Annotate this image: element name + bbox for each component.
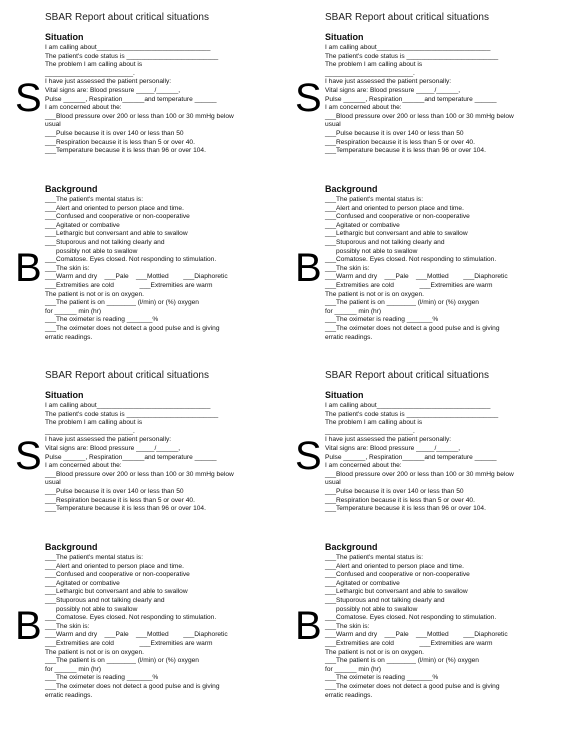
background-line: ___Warm and dry ___Pale ___Mottled ___Diaphoretic [45,273,228,281]
background-heading: Background [325,184,378,194]
background-line: The patient is not or is on oxygen. [45,290,144,298]
situation-line: Pulse ______, Respiration______and temperature ______ [325,453,497,461]
background-line: possibly not able to swallow [325,247,418,255]
background-line: ___The oximeter is reading _______% [325,316,439,324]
card-title: SBAR Report about critical situations [325,370,489,381]
sbar-card [295,370,564,720]
situation-line: ___Blood pressure over 200 or less than 100 or 30 mmHg below [325,470,514,478]
situation-line: I am concerned about the: [325,462,402,470]
background-line: ___Alert and oriented to person place and time. [45,562,184,570]
b-letter: B [15,604,42,648]
situation-line: ___Respiration because it is less than 5 or over 40. [45,496,195,504]
situation-line: The problem I am calling about is [45,61,143,69]
background-line: ___The skin is: [45,264,90,272]
situation-line: The problem I am calling about is [325,61,423,69]
background-line: ___The patient's mental status is: [325,554,424,561]
situation-line: I have just assessed the patient personally: [45,436,172,444]
background-line: ___The oximeter does not detect a good pulse and is giving [45,682,220,690]
background-line: ___The oximeter is reading _______% [45,316,159,324]
situation-line: I have just assessed the patient personally: [325,78,452,86]
background-line: ___Extremities are cold ___Extremities are warm [325,281,493,289]
situation-line: ___Temperature because it is less than 96 or over 104. [325,147,486,155]
background-lines [325,554,508,700]
background-line: ___The skin is: [325,622,370,630]
situation-line: ___Blood pressure over 200 or less than 100 or 30 mmHg below [325,112,514,120]
situation-line: Pulse ______, Respiration______and temperature ______ [45,95,217,103]
background-line: erratic readings. [325,691,373,699]
situation-line: ___Pulse because it is over 140 or less than 50 [45,129,184,137]
background-line: ___The patient's mental status is: [45,554,144,561]
situation-lines [45,402,234,514]
background-line: ___Confused and cooperative or non-cooperative [325,571,470,579]
situation-line: usual [45,121,61,129]
situation-line: Vital signs are: Blood pressure _____/______, [325,444,461,452]
background-line: ___Comatose. Eyes closed. Not responding to stimulation. [325,256,497,264]
background-lines [45,554,228,700]
background-line: ___Alert and oriented to person place and time. [325,562,464,570]
situation-lines [45,44,234,156]
b-letter: B [295,604,322,648]
background-line: ___Extremities are cold ___Extremities are warm [45,639,213,647]
background-line: ___Extremities are cold ___Extremities are warm [325,639,493,647]
situation-heading: Situation [45,32,84,42]
situation-line: ________________________. [45,427,135,435]
background-line: ___The oximeter is reading _______% [45,674,159,682]
background-line: ___Lethargic but conversant and able to swallow [45,588,188,596]
background-line: ___Comatose. Eyes closed. Not responding to stimulation. [325,614,497,622]
card-title: SBAR Report about critical situations [325,12,489,23]
b-letter: B [295,246,322,290]
background-line: ___The skin is: [325,264,370,272]
background-line: ___The patient is on ________ (l/min) or (%) oxygen [45,299,199,307]
situation-line: ___Pulse because it is over 140 or less than 50 [325,129,464,137]
sbar-card [295,12,564,362]
background-line: ___Confused and cooperative or non-cooperative [45,213,190,221]
b-letter: B [15,246,42,290]
situation-lines [325,44,514,156]
situation-line: I am calling about_______________________________ [45,402,211,409]
background-heading: Background [325,542,378,552]
background-line: ___Agitated or combative [325,221,400,229]
situation-line: The problem I am calling about is [45,419,143,427]
s-letter: S [15,76,42,120]
background-line: for ______ min (hr) [45,307,102,315]
background-line: ___Stuporous and not talking clearly and [45,596,165,604]
s-letter: S [295,76,322,120]
background-line: ___The patient is on ________ (l/min) or (%) oxygen [45,657,199,665]
situation-line: The patient's code status is _________________________ [45,410,219,418]
background-line: for ______ min (hr) [45,665,102,673]
situation-heading: Situation [325,390,364,400]
s-letter: S [15,434,42,478]
background-line: ___The patient's mental status is: [325,196,424,203]
situation-line: ___Respiration because it is less than 5 or over 40. [45,138,195,146]
background-line: ___Alert and oriented to person place and time. [325,204,464,212]
background-line: ___Lethargic but conversant and able to swallow [45,230,188,238]
situation-line: Pulse ______, Respiration______and temperature ______ [325,95,497,103]
situation-line: ___Respiration because it is less than 5 or over 40. [325,138,475,146]
situation-line: Vital signs are: Blood pressure _____/______, [45,444,181,452]
situation-line: I have just assessed the patient personally: [325,436,452,444]
situation-line: The patient's code status is _________________________ [325,52,499,60]
sbar-card [15,370,285,720]
situation-line: usual [45,479,61,487]
background-line: erratic readings. [45,333,93,341]
situation-line: The patient's code status is _________________________ [325,410,499,418]
background-line: possibly not able to swallow [45,247,138,255]
situation-line: ________________________. [325,69,415,77]
background-line: The patient is not or is on oxygen. [45,648,144,656]
situation-line: I am concerned about the: [45,462,122,470]
background-lines [325,196,508,342]
background-lines [45,196,228,342]
background-line: ___Confused and cooperative or non-cooperative [325,213,470,221]
situation-line: I am concerned about the: [45,104,122,112]
background-heading: Background [45,542,98,552]
situation-line: Vital signs are: Blood pressure _____/______, [45,86,181,94]
background-line: ___Stuporous and not talking clearly and [325,596,445,604]
background-line: ___The oximeter is reading _______% [325,674,439,682]
background-line: ___Agitated or combative [45,221,120,229]
situation-line: ___Respiration because it is less than 5 or over 40. [325,496,475,504]
situation-line: ___Pulse because it is over 140 or less than 50 [45,487,184,495]
situation-line: Pulse ______, Respiration______and temperature ______ [45,453,217,461]
background-line: ___Lethargic but conversant and able to swallow [325,230,468,238]
background-line: ___Comatose. Eyes closed. Not responding to stimulation. [45,256,217,264]
situation-line: I am concerned about the: [325,104,402,112]
situation-line: I am calling about_______________________________ [325,402,491,409]
situation-heading: Situation [45,390,84,400]
background-line: ___Agitated or combative [45,579,120,587]
situation-line: I am calling about_______________________________ [45,44,211,51]
sbar-card [15,12,285,362]
background-heading: Background [45,184,98,194]
situation-line: I am calling about_______________________________ [325,44,491,51]
situation-line: ___Temperature because it is less than 96 or over 104. [325,505,486,513]
background-line: ___The patient's mental status is: [45,196,144,203]
background-line: ___The oximeter does not detect a good pulse and is giving [325,324,500,332]
background-line: ___Extremities are cold ___Extremities are warm [45,281,213,289]
background-line: erratic readings. [45,691,93,699]
background-line: ___Stuporous and not talking clearly and [325,238,445,246]
background-line: The patient is not or is on oxygen. [325,648,424,656]
background-line: ___Comatose. Eyes closed. Not responding to stimulation. [45,614,217,622]
situation-line: Vital signs are: Blood pressure _____/______, [325,86,461,94]
situation-line: The problem I am calling about is [325,419,423,427]
background-line: possibly not able to swallow [45,605,138,613]
situation-line: ___Temperature because it is less than 96 or over 104. [45,147,206,155]
card-title: SBAR Report about critical situations [45,370,209,381]
s-letter: S [295,434,322,478]
situation-line: ___Blood pressure over 200 or less than 100 or 30 mmHg below [45,112,234,120]
background-line: ___The patient is on ________ (l/min) or (%) oxygen [325,299,479,307]
situation-heading: Situation [325,32,364,42]
background-line: ___Warm and dry ___Pale ___Mottled ___Diaphoretic [325,273,508,281]
card-title: SBAR Report about critical situations [45,12,209,23]
background-line: ___Stuporous and not talking clearly and [45,238,165,246]
background-line: ___The skin is: [45,622,90,630]
situation-line: The patient's code status is _________________________ [45,52,219,60]
background-line: ___Warm and dry ___Pale ___Mottled ___Diaphoretic [45,631,228,639]
situation-line: ________________________. [325,427,415,435]
situation-line: I have just assessed the patient personally: [45,78,172,86]
situation-line: ___Blood pressure over 200 or less than 100 or 30 mmHg below [45,470,234,478]
background-line: ___Lethargic but conversant and able to swallow [325,588,468,596]
background-line: ___Agitated or combative [325,579,400,587]
background-line: possibly not able to swallow [325,605,418,613]
situation-line: ________________________. [45,69,135,77]
background-line: ___Warm and dry ___Pale ___Mottled ___Diaphoretic [325,631,508,639]
background-line: for ______ min (hr) [325,665,382,673]
situation-lines [325,402,514,514]
background-line: ___Confused and cooperative or non-cooperative [45,571,190,579]
background-line: erratic readings. [325,333,373,341]
background-line: The patient is not or is on oxygen. [325,290,424,298]
situation-line: ___Pulse because it is over 140 or less than 50 [325,487,464,495]
background-line: ___The oximeter does not detect a good pulse and is giving [325,682,500,690]
situation-line: ___Temperature because it is less than 96 or over 104. [45,505,206,513]
situation-line: usual [325,121,341,129]
background-line: ___Alert and oriented to person place and time. [45,204,184,212]
background-line: ___The oximeter does not detect a good pulse and is giving [45,324,220,332]
background-line: ___The patient is on ________ (l/min) or (%) oxygen [325,657,479,665]
background-line: for ______ min (hr) [325,307,382,315]
situation-line: usual [325,479,341,487]
